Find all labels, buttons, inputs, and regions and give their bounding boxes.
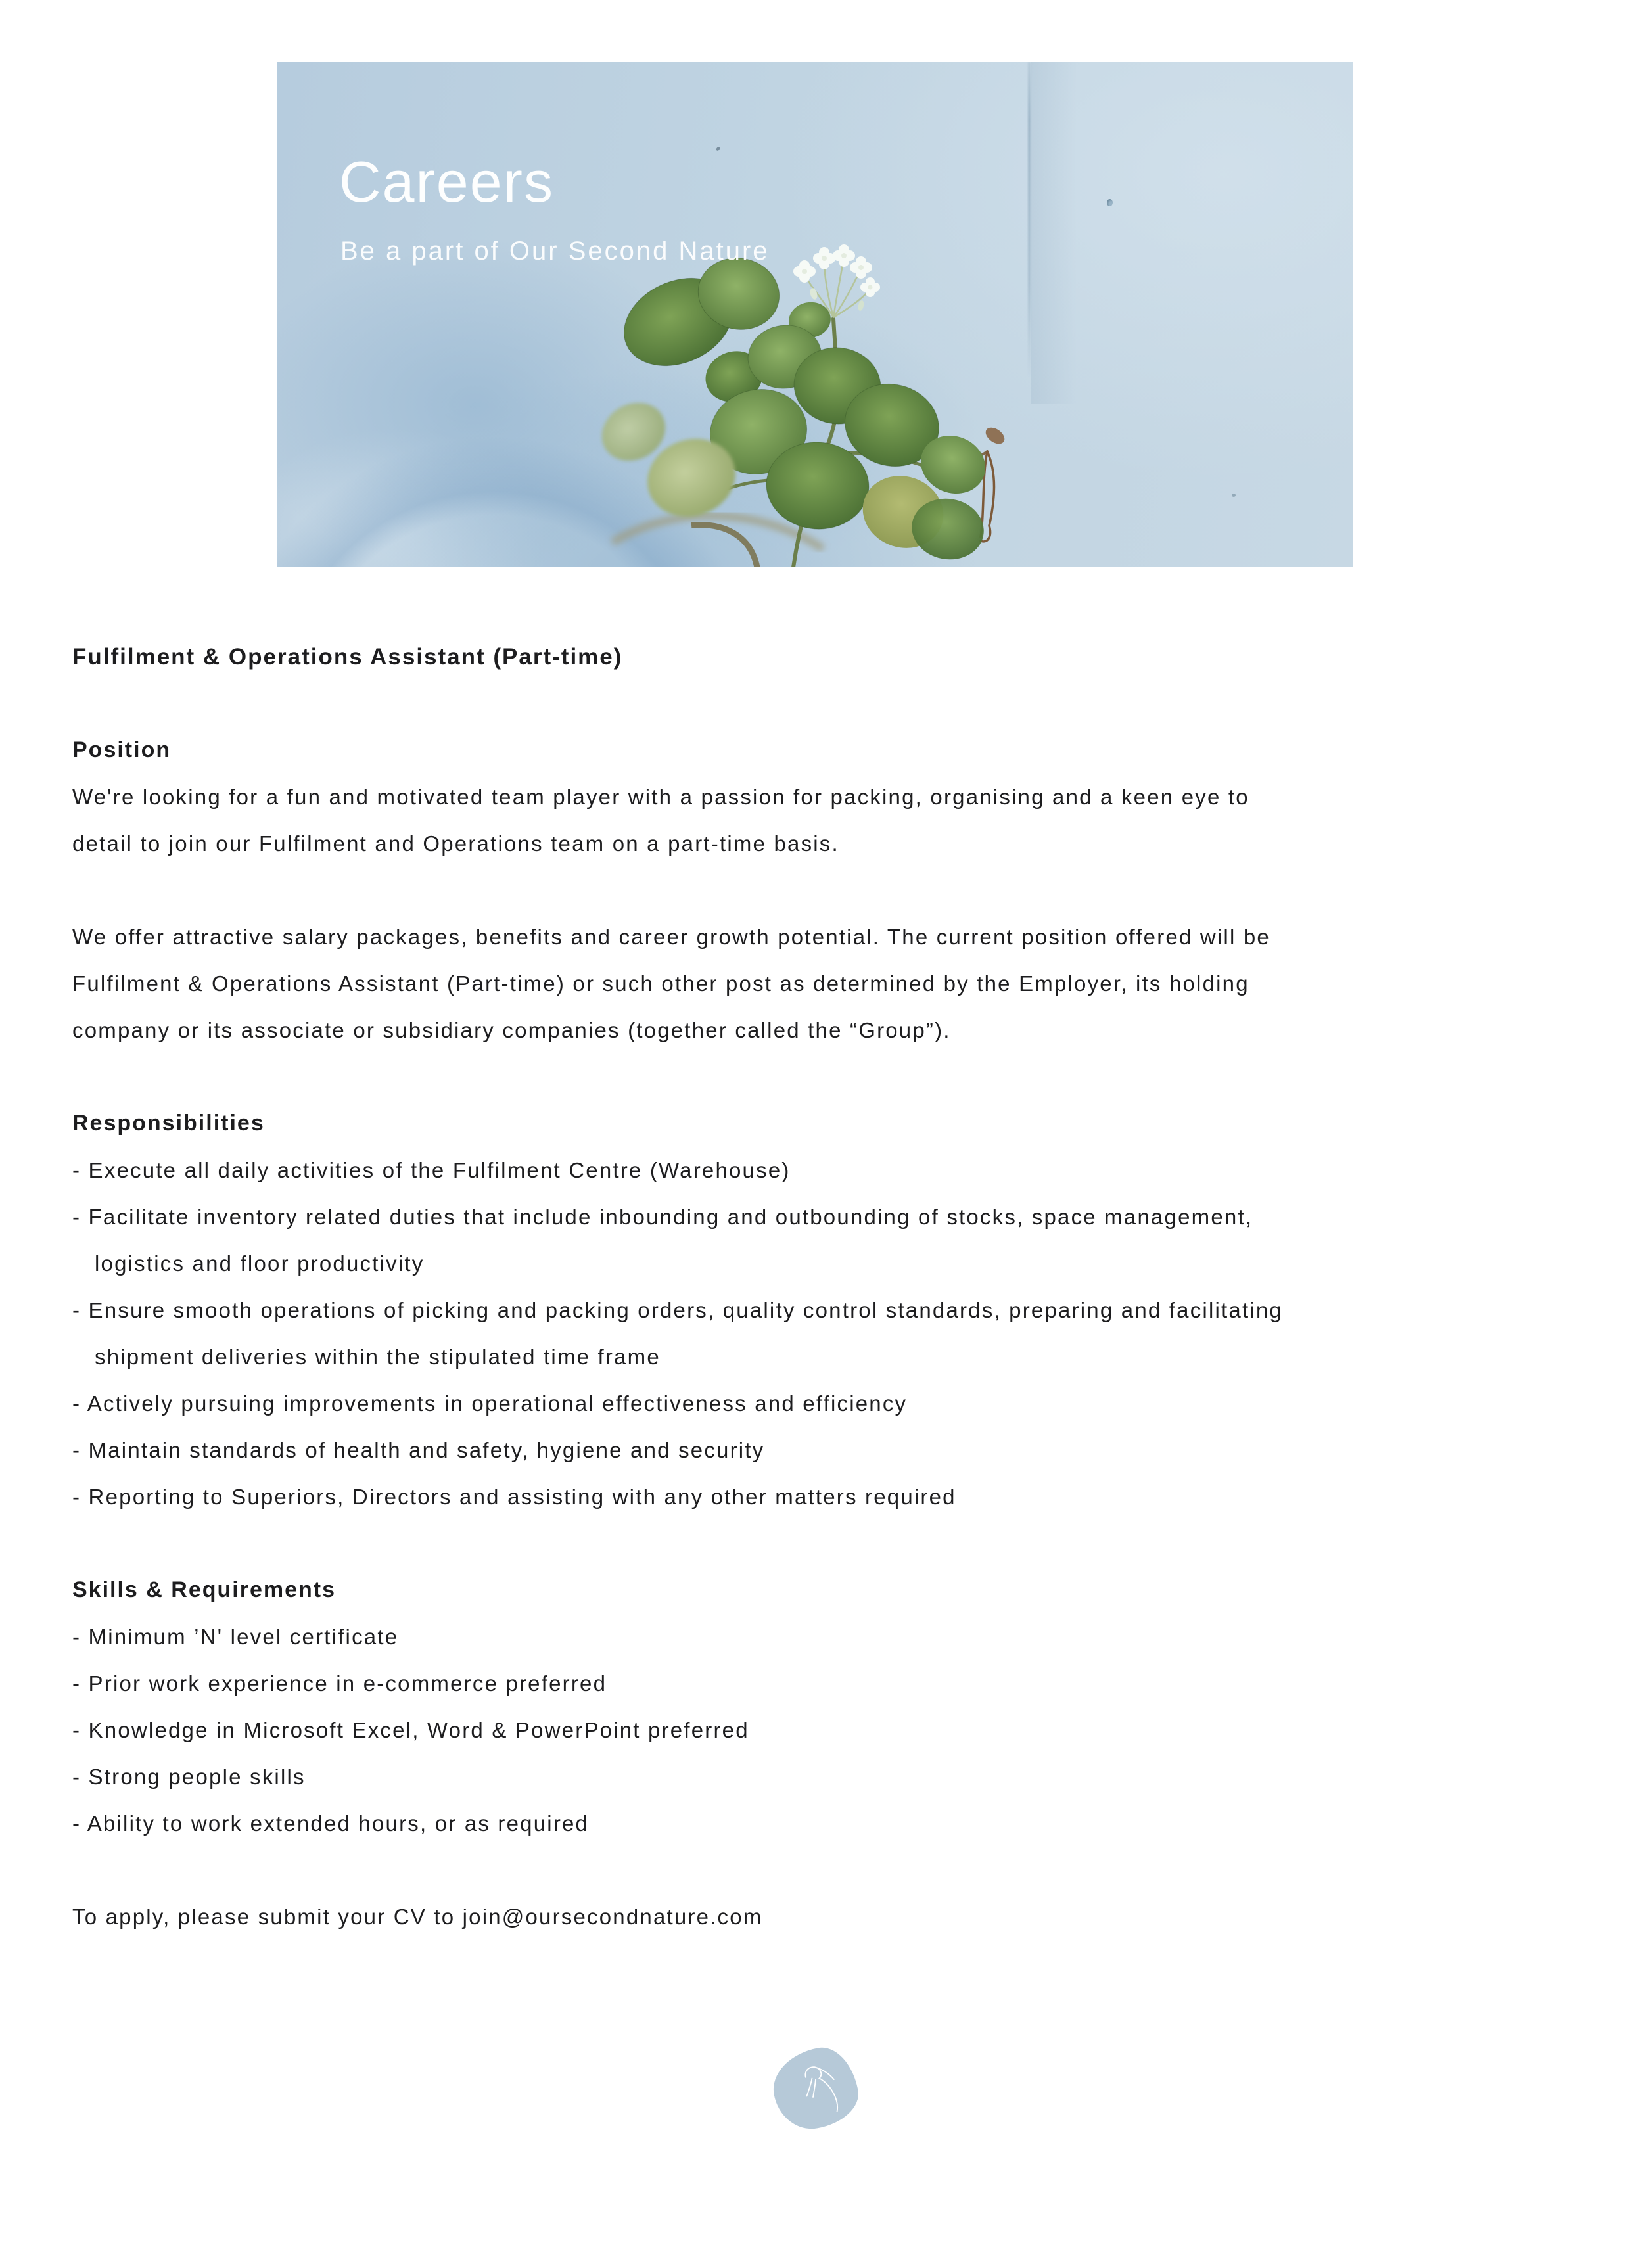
paragraph xyxy=(72,914,1564,1053)
section-responsibilities xyxy=(72,1100,1564,1520)
job-posting xyxy=(0,634,1630,1940)
section-heading-responsibilities: Responsibilities xyxy=(72,1111,265,1136)
second-nature-logo xyxy=(767,2043,863,2135)
bullet-line: - Execute all daily activities of the Fulfilment Centre (Warehouse) xyxy=(72,1158,791,1182)
careers-page xyxy=(0,62,1630,2128)
bullet-line: - Minimum ’N' level certificate xyxy=(72,1625,399,1649)
bullet-line: - Prior work experience in e-commerce preferred xyxy=(72,1671,607,1696)
section-position xyxy=(72,727,1564,1053)
bullet-continuation-line: shipment deliveries within the stipulated time frame xyxy=(95,1345,661,1369)
bullet-line: - Reporting to Superiors, Directors and assisting with any other matters required xyxy=(72,1485,956,1509)
bullet-line: - Strong people skills xyxy=(72,1765,306,1789)
paragraph-line: Fulfilment & Operations Assistant (Part-time) or such other post as determined by the Employer, its holding xyxy=(72,971,1249,996)
section-heading-skills: Skills & Requirements xyxy=(72,1577,337,1602)
paragraph xyxy=(72,774,1564,867)
figure-line-art-icon xyxy=(782,2057,848,2120)
bullet-line: - Actively pursuing improvements in operational effectiveness and efficiency xyxy=(72,1391,908,1416)
paragraph-line: detail to join our Fulfilment and Operations team on a part-time basis. xyxy=(72,831,839,856)
hero-banner xyxy=(277,62,1353,567)
section-skills xyxy=(72,1567,1564,1847)
bullet-line: - Facilitate inventory related duties that include inbounding and outbounding of stocks, space management, xyxy=(72,1205,1253,1229)
apply-text: To apply, please submit your CV to xyxy=(72,1905,463,1929)
bullet-continuation-line: logistics and floor productivity xyxy=(95,1251,425,1276)
apply-email-text: join@oursecondnature.com xyxy=(462,1905,763,1929)
wall-droplet xyxy=(1107,199,1113,206)
section-heading-position: Position xyxy=(72,737,172,762)
hero-subtitle: Be a part of Our Second Nature xyxy=(340,237,770,266)
bullet-line: - Maintain standards of health and safety, hygiene and security xyxy=(72,1438,765,1462)
wall-speck xyxy=(716,146,721,152)
bullet-line: - Ensure smooth operations of picking and packing orders, quality control standards, preparing and facilitating xyxy=(72,1298,1283,1322)
hero-title: Careers xyxy=(339,149,554,214)
paragraph-line: company or its associate or subsidiary companies (together called the “Group”). xyxy=(72,1018,951,1042)
paragraph-line: We're looking for a fun and motivated team player with a passion for packing, organising and a keen eye to xyxy=(72,785,1249,809)
bullet-line: - Ability to work extended hours, or as required xyxy=(72,1811,590,1836)
page-footer xyxy=(0,2049,1630,2128)
wall-speck xyxy=(1232,494,1236,497)
geranium-plant-photo xyxy=(593,233,1040,567)
job-title: Fulfilment & Operations Assistant (Part-time) xyxy=(72,644,623,670)
bullet-line: - Knowledge in Microsoft Excel, Word & PowerPoint preferred xyxy=(72,1718,749,1742)
paragraph-line: We offer attractive salary packages, benefits and career growth potential. The current position offered will be xyxy=(72,925,1270,949)
apply-instructions xyxy=(72,1893,1564,1940)
